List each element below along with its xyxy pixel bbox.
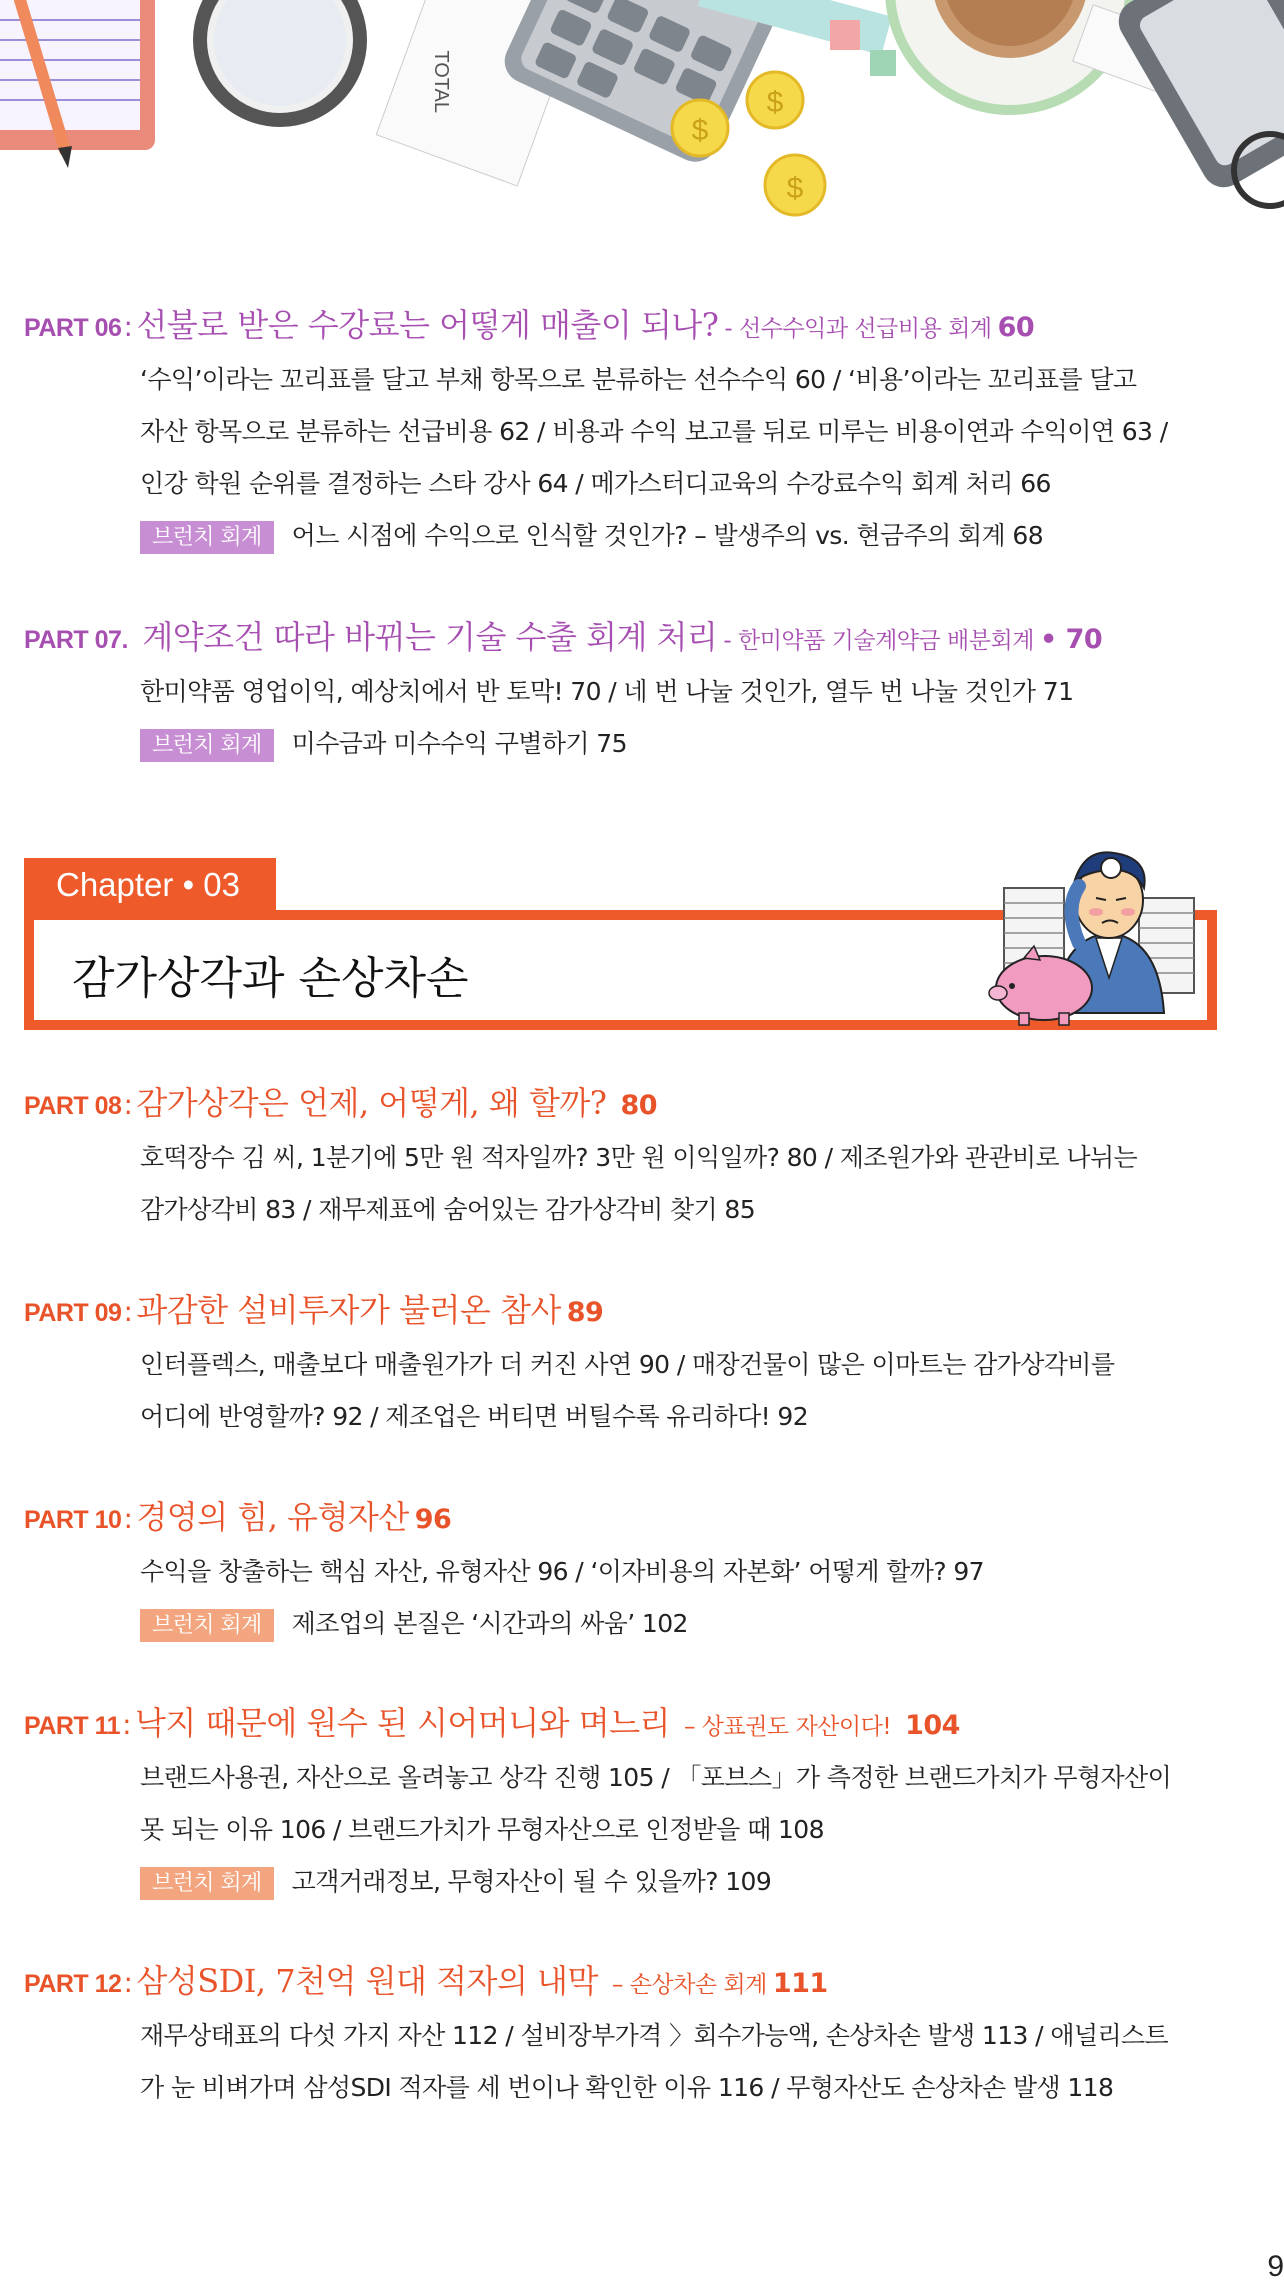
part-page: 111 [772, 1968, 828, 1999]
part-title: 낙지 때문에 원수 된 시어머니와 며느리 [135, 1704, 670, 1742]
part-line: ‘수익’이라는 꼬리표를 달고 부채 항목으로 분류하는 선수수익 60 / ‘비용’이라는 꼬리표를 달고 [140, 365, 1137, 394]
part-line: 수익을 창출하는 핵심 자산, 유형자산 96 / ‘이자비용의 자본화’ 어떻게 할까? 97 [140, 1557, 984, 1586]
part-title: 삼성SDI, 7천억 원대 적자의 내막 [136, 1962, 598, 2000]
part-title: 계약조건 따라 바뀌는 기술 수출 회계 처리 [142, 618, 718, 656]
part-subtitle: – 상표권도 자산이다! [683, 1714, 892, 1740]
part-title: 경영의 힘, 유형자산 [136, 1498, 409, 1536]
part-subtitle: - 선수수익과 선급비용 회계 [724, 316, 992, 342]
part-title: 선불로 받은 수강료는 어떻게 매출이 되나? [136, 306, 719, 344]
part-line: 어디에 반영할까? 92 / 제조업은 버티면 버틸수록 유리하다! 92 [140, 1402, 809, 1431]
part-line: 재무상태표의 다섯 가지 자산 112 / 설비장부가격 〉회수가능액, 손상차손 발생 113 / 애널리스트 [140, 2021, 1169, 2050]
glasses-icon [1111, 0, 1284, 206]
svg-text:$: $ [691, 114, 709, 147]
part-line: 감가상각비 83 / 재무제표에 숨어있는 감가상각비 찾기 85 [140, 1195, 756, 1224]
part-heading: PART 08: 감가상각은 언제, 어떻게, 왜 할까? 80 [24, 1084, 658, 1122]
part-number: PART 09 [24, 1299, 122, 1327]
part-subtitle: - 한미약품 기술계약금 배분회계 [723, 628, 1034, 654]
part-heading: PART 06: 선불로 받은 수강료는 어떻게 매출이 되나? - 선수수익과 선급비용 회계 60 [24, 306, 1035, 344]
part-line: 자산 항목으로 분류하는 선급비용 62 / 비용과 수익 보고를 뒤로 미루는 비용이연과 수익이연 63 / [140, 417, 1168, 446]
part-title: 감가상각은 언제, 어떻게, 왜 할까? [136, 1084, 607, 1122]
header-illustration [0, 0, 1280, 235]
cartoon-accountant-illustration [984, 828, 1214, 1028]
part-heading [24, 612, 1102, 658]
part-number: PART 12 [24, 1970, 122, 1998]
part-08 [24, 1078, 1137, 1236]
branch-text: 어느 시점에 수익으로 인식할 것인가? – 발생주의 vs. 현금주의 회계 68 [291, 521, 1044, 550]
branch-tag: 브런치 회계 [140, 521, 274, 554]
part-page: 96 [414, 1504, 452, 1535]
branch-tag: 브런치 회계 [140, 1609, 274, 1642]
page-number: 9 [1267, 2250, 1284, 2283]
magnifier-icon [200, 0, 360, 120]
part-heading: PART 09: 과감한 설비투자가 불러온 참사 89 [24, 1291, 604, 1329]
part-number: PART 11 [24, 1712, 121, 1740]
part-subtitle: – 손상차손 회계 [611, 1972, 767, 1998]
chapter-03-banner [24, 858, 1217, 1030]
part-page: 60 [997, 312, 1035, 343]
part-line: 호떡장수 김 씨, 1분기에 5만 원 적자일까? 3만 원 이익일까? 80 / 제조원가와 관관비로 나뉘는 [140, 1143, 1138, 1172]
part-line: 못 되는 이유 106 / 브랜드가치가 무형자산으로 인정받을 때 108 [140, 1815, 824, 1844]
part-page: 80 [620, 1090, 658, 1121]
chapter-title: 감가상각과 손상차손 [72, 953, 469, 1004]
part-10 [24, 1492, 984, 1650]
branch-text: 고객거래정보, 무형자산이 될 수 있을까? 109 [291, 1867, 772, 1896]
part-number: PART 06 [24, 314, 122, 342]
part-number: PART 07. [24, 626, 128, 654]
branch-text: 제조업의 본질은 ‘시간과의 싸움’ 102 [291, 1609, 688, 1638]
branch-note [140, 510, 1168, 562]
part-11 [24, 1698, 1171, 1908]
part-page: • 70 [1039, 624, 1103, 655]
svg-text:TOTAL: TOTAL [430, 50, 453, 113]
branch-tag: 브런치 회계 [140, 1867, 274, 1900]
svg-text:$: $ [786, 172, 804, 205]
part-line: 한미약품 영업이익, 예상치에서 반 토막! 70 / 네 번 나눌 것인가, 열두 번 나눌 것인가 71 [140, 677, 1074, 706]
part-heading: PART 10: 경영의 힘, 유형자산 96 [24, 1498, 452, 1536]
part-number: PART 08 [24, 1092, 122, 1120]
part-06 [24, 300, 1168, 562]
part-line: 브랜드사용권, 자산으로 올려놓고 상각 진행 105 / 「포브스」가 측정한 브랜드가치가 무형자산이 [140, 1763, 1172, 1792]
part-line: 가 눈 비벼가며 삼성SDI 적자를 세 번이나 확인한 이유 116 / 무형자산도 손상차손 발생 118 [140, 2073, 1114, 2102]
part-heading: PART 11: 낙지 때문에 원수 된 시어머니와 며느리 – 상표권도 자산이다! 104 [24, 1704, 960, 1742]
chapter-label: Chapter • 03 [24, 858, 276, 910]
branch-note [140, 718, 1102, 770]
part-page: 104 [905, 1710, 960, 1741]
part-heading: PART 12: 삼성SDI, 7천억 원대 적자의 내막 – 손상차손 회계 111 [24, 1962, 828, 2000]
part-07 [24, 612, 1102, 770]
svg-text:$: $ [766, 86, 784, 119]
part-line: 인터플렉스, 매출보다 매출원가가 더 커진 사연 90 / 매장건물이 많은 이마트는 감가상각비를 [140, 1350, 1115, 1379]
part-title: 과감한 설비투자가 불러온 참사 [136, 1291, 561, 1329]
branch-text: 미수금과 미수수익 구별하기 75 [291, 729, 627, 758]
part-09 [24, 1285, 1114, 1443]
part-line: 인강 학원 순위를 결정하는 스타 강사 64 / 메가스터디교육의 수강료수익 회계 처리 66 [140, 469, 1051, 498]
part-12 [24, 1956, 1168, 2114]
part-page: 89 [566, 1297, 604, 1328]
part-number: PART 10 [24, 1506, 122, 1534]
branch-note [140, 1856, 1171, 1908]
branch-note [140, 1598, 984, 1650]
branch-tag: 브런치 회계 [140, 729, 274, 762]
